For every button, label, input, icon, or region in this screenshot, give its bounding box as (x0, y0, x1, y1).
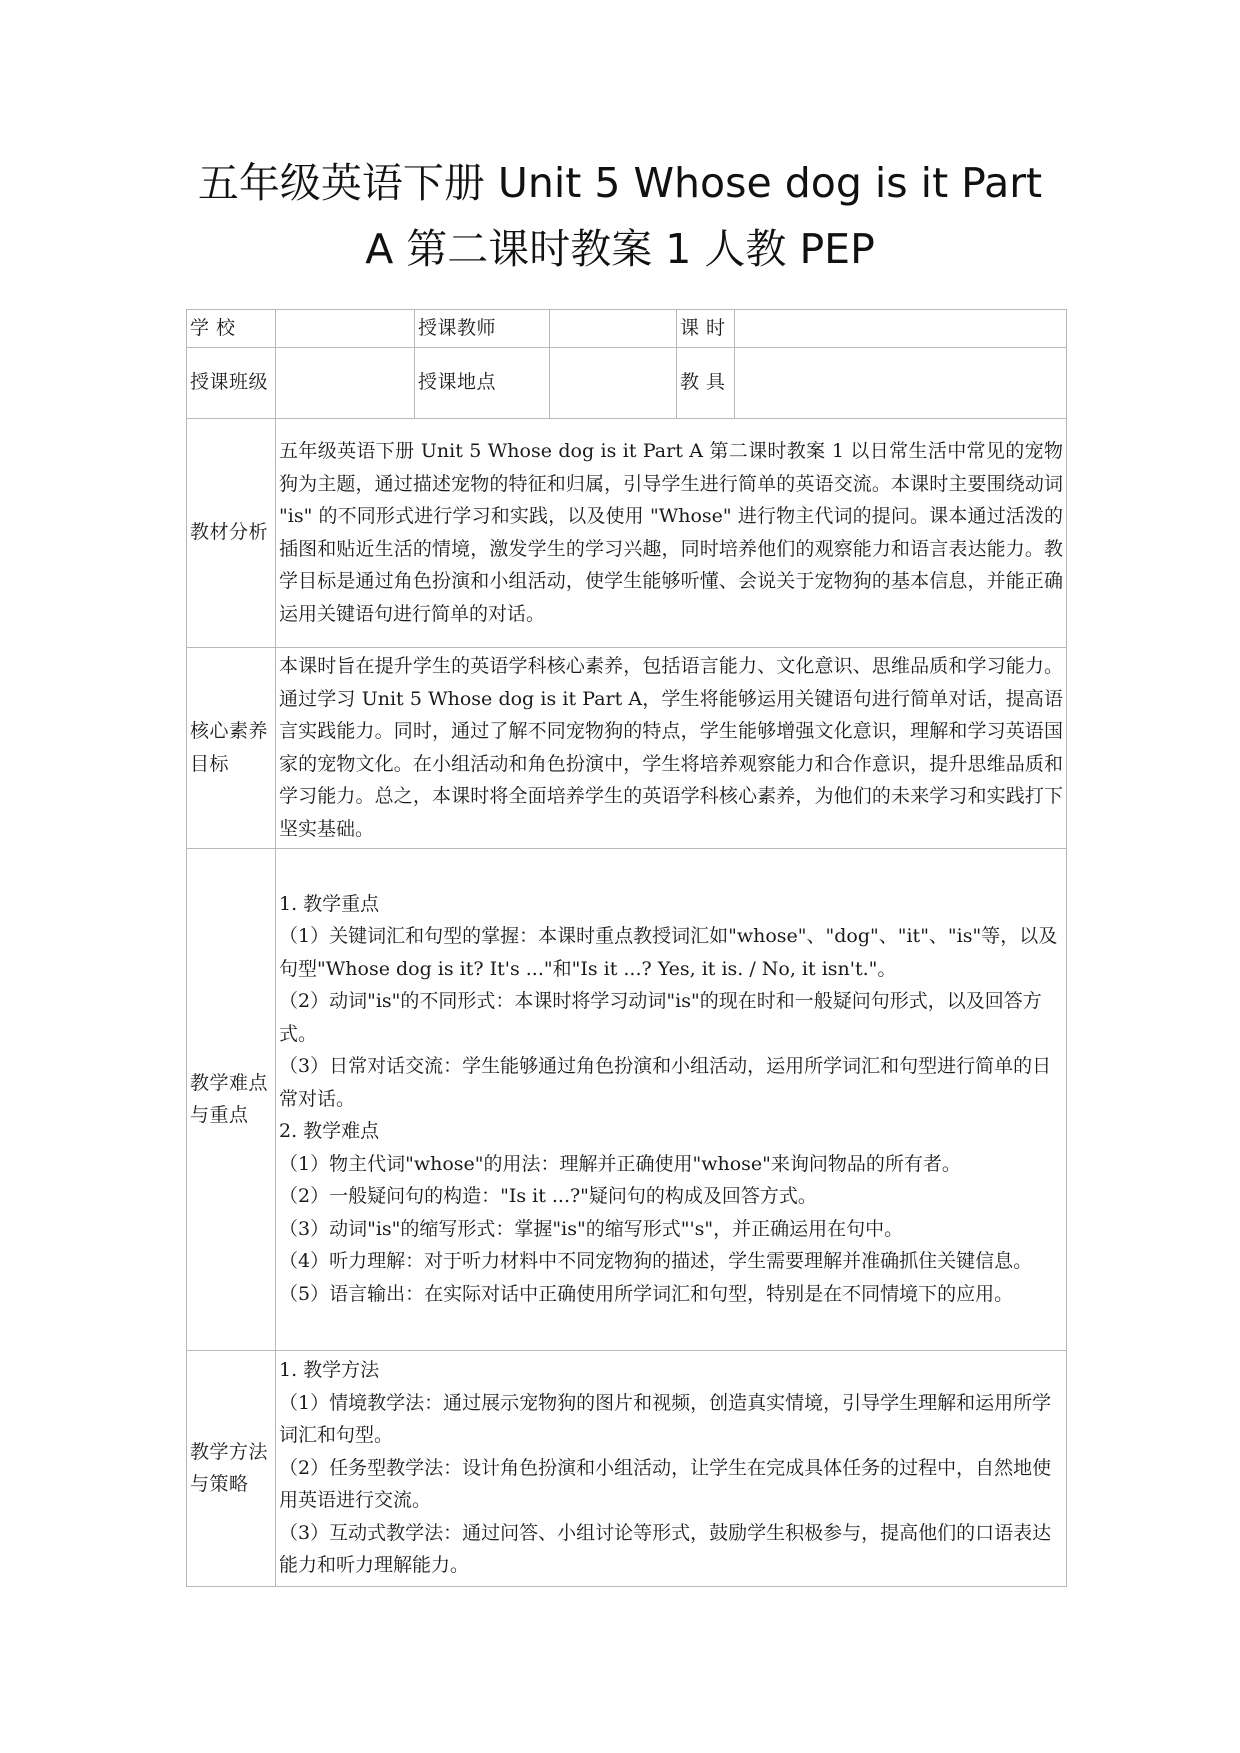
document-title (150, 150, 1090, 282)
teacher-value (550, 310, 677, 348)
methods-line: （3）互动式教学法：通过问答、小组讨论等形式，鼓励学生积极参与，提高他们的口语表达能力和听力理解能力。 (279, 1521, 1052, 1577)
title-line-1: 五年级英语下册 Unit 5 Whose dog is it Part (197, 159, 1043, 207)
key-points-line: 2. 教学难点 (279, 1120, 380, 1143)
teacher-label: 授课教师 (415, 310, 550, 348)
key-points-line: （2）动词"is"的不同形式：本课时将学习动词"is"的现在时和一般疑问句形式，以及回答方式。 (279, 990, 1042, 1045)
key-points-line: （2）一般疑问句的构造："Is it ...?"疑问句的构成及回答方式。 (279, 1185, 817, 1208)
key-points-line: （1）关键词汇和句型的掌握：本课时重点教授词汇如"whose"、"dog"、"it"、"is"等，以及句型"Whose dog is it? It's ..."和"Is it ...? Yes, it is. / No, it isn't."。 (279, 925, 1058, 980)
key-points-line: （4）听力理解：对于听力材料中不同宠物狗的描述，学生需要理解并准确抓住关键信息。 (279, 1250, 1033, 1273)
tools-value (735, 347, 1067, 418)
class-value (276, 347, 415, 418)
analysis-label: 教材分析 (187, 418, 276, 647)
key-points-label: 教学难点与重点 (187, 848, 276, 1350)
literacy-row (187, 647, 1067, 848)
methods-line: （2）任务型教学法：设计角色扮演和小组活动，让学生在完成具体任务的过程中，自然地使用英语进行交流。 (279, 1456, 1052, 1512)
key-points-line: （1）物主代词"whose"的用法：理解并正确使用"whose"来询问物品的所有者。 (279, 1152, 961, 1175)
key-points-line: （5）语言输出：在实际对话中正确使用所学词汇和句型，特别是在不同情境下的应用。 (279, 1282, 1014, 1305)
key-points-line: 1. 教学重点 (279, 892, 380, 915)
key-points-content (276, 848, 1067, 1350)
period-value (735, 310, 1067, 348)
place-value (550, 347, 677, 418)
analysis-text: 五年级英语下册 Unit 5 Whose dog is it Part A 第二课时教案 1 以日常生活中常见的宠物狗为主题，通过描述宠物的特征和归属，引导学生进行简单的英语交流。本课时主要围绕动词 "is" 的不同形式进行学习和实践，以及使用 "Whose" 进行物主代词的提问。课本通过活泼的插图和贴近生活的情境，激发学生的学习兴趣，同时培养他们的观察能力和语言表达能力。教学目标是通过角色扮演和小组活动，使学生能够听懂、会说关于宠物狗的基本信息，并能正确运用关键语句进行简单的对话。 (279, 440, 1063, 625)
lesson-plan-table (186, 309, 1067, 1587)
methods-row (187, 1350, 1067, 1586)
place-label: 授课地点 (415, 347, 550, 418)
school-value (276, 310, 415, 348)
key-points-line: （3）日常对话交流：学生能够通过角色扮演和小组活动，运用所学词汇和句型进行简单的日常对话。 (279, 1055, 1052, 1110)
methods-line: 1. 教学方法 (279, 1359, 380, 1382)
methods-line: （1）情境教学法：通过展示宠物狗的图片和视频，创造真实情境，引导学生理解和运用所学词汇和句型。 (279, 1391, 1052, 1447)
header-row-1 (187, 310, 1067, 348)
tools-label: 教 具 (677, 347, 735, 418)
methods-label: 教学方法与策略 (187, 1350, 276, 1586)
header-row-2 (187, 347, 1067, 418)
literacy-content (276, 647, 1067, 848)
title-line-2: A 第二课时教案 1 人教 PEP (365, 225, 875, 273)
analysis-content (276, 418, 1067, 647)
school-label: 学 校 (187, 310, 276, 348)
key-points-row (187, 848, 1067, 1350)
key-points-line: （3）动词"is"的缩写形式：掌握"is"的缩写形式"'s"，并正确运用在句中。 (279, 1217, 904, 1240)
period-label: 课 时 (677, 310, 735, 348)
literacy-text: 本课时旨在提升学生的英语学科核心素养，包括语言能力、文化意识、思维品质和学习能力。通过学习 Unit 5 Whose dog is it Part A，学生将能够运用关键语句进行简单对话，提高语言实践能力。同时，通过了解不同宠物狗的特点，学生能够增强文化意识，理解和学习英语国家的宠物文化。在小组活动和角色扮演中，学生将培养观察能力和合作意识，提升思维品质和学习能力。总之，本课时将全面培养学生的英语学科核心素养，为他们的未来学习和实践打下坚实基础。 (279, 655, 1063, 840)
analysis-row (187, 418, 1067, 647)
methods-content (276, 1350, 1067, 1586)
class-label: 授课班级 (187, 347, 276, 418)
literacy-label: 核心素养目标 (187, 647, 276, 848)
